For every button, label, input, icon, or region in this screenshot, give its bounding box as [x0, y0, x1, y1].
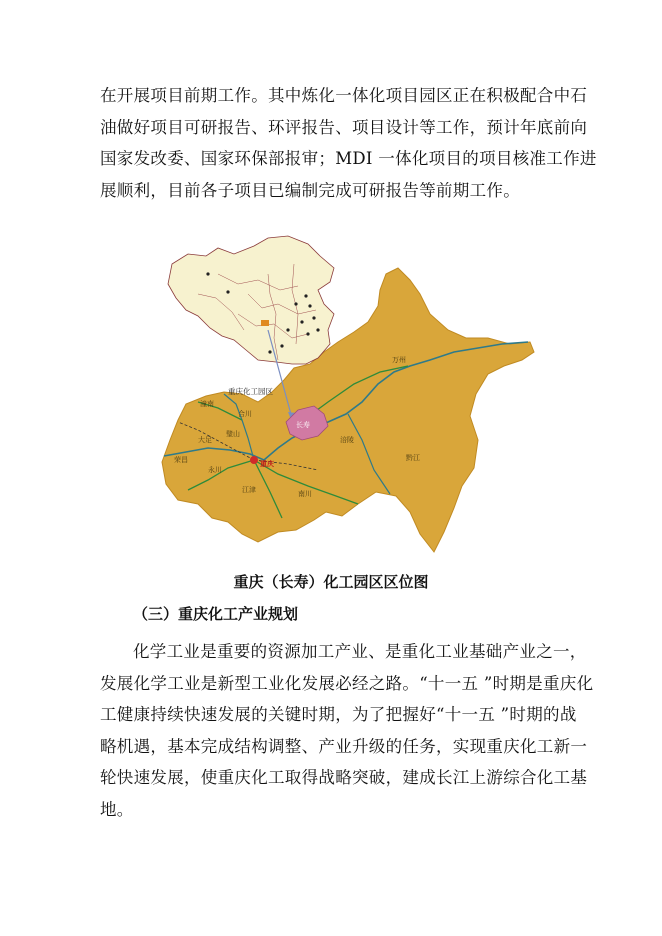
wanzhou-label: 万州: [392, 356, 406, 364]
tongnan-label: 潼南: [200, 400, 214, 408]
dazu-label: 大足: [198, 436, 212, 444]
paragraph-line: 发展化学工业是新型工业化发展必经之路。“十一五 ”时期是重庆化: [100, 673, 594, 693]
intro-paragraph: [100, 80, 597, 206]
paragraph-line: 略机遇，基本完成结构调整、产业升级的任务，实现重庆化工新一: [100, 736, 588, 756]
fuling-label: 涪陵: [340, 436, 354, 444]
planning-paragraph: [100, 636, 594, 825]
paragraph-line: 化学工业是重要的资源加工产业、是重化工业基础产业之一，: [133, 642, 587, 661]
china-chongqing-marker: [261, 320, 269, 326]
park-label: 重庆化工园区: [228, 387, 273, 396]
chongqing-label: 重庆: [260, 460, 274, 468]
rongchang-label: 荣昌: [174, 456, 188, 464]
qianjiang-label: 黔江: [406, 454, 420, 462]
china-inset: [168, 236, 334, 364]
hechuan-label: 合川: [238, 410, 252, 418]
bishan-label: 璧山: [226, 430, 240, 438]
paragraph-line: 轮快速发展，使重庆化工取得战略突破，建成长江上游综合化工基: [100, 768, 588, 787]
paragraph-line: 在开展项目前期工作。其中炼化一体化项目园区正在积极配合中石: [100, 86, 588, 105]
section-heading: （三）重庆化工产业规划: [133, 605, 299, 623]
jiangjin-label: 江津: [242, 486, 256, 494]
paragraph-line: 工健康持续快速发展的关键时期，为了把握好“十一五 ”时期的战: [100, 705, 577, 724]
paragraph-line: 国家发改委、国家环保部报审；MDI 一体化项目的项目核准工作进: [100, 149, 597, 168]
location-map: [158, 234, 536, 564]
yongchuan-label: 永川: [208, 466, 222, 474]
nanchuan-label: 南川: [298, 490, 312, 498]
paragraph-line: 展顺利，目前各子项目已编制完成可研报告等前期工作。: [100, 180, 520, 200]
changshou-label: 长寿: [296, 421, 310, 429]
figure-caption: 重庆（长寿）化工园区区位图: [233, 573, 429, 591]
chongqing-city-marker: [250, 456, 258, 464]
paragraph-line: 地。: [100, 799, 134, 819]
paragraph-line: 油做好项目可研报告、环评报告、项目设计等工作，预计年底前向: [100, 117, 588, 137]
